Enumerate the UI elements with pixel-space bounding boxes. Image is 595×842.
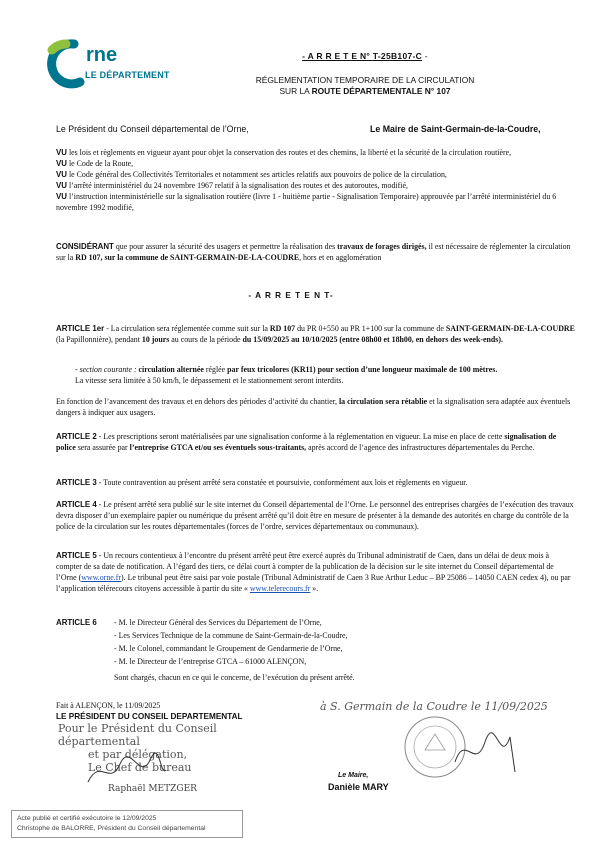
vu-item: VU le Code général des Collectivités Territoriales et notamment ses articles relatifs aux pouvoirs de police de la circulation, <box>56 170 447 179</box>
article-6-label: ARTICLE 6 <box>56 618 97 627</box>
article-6-recipients <box>114 616 414 668</box>
vu-item: VU le Code de la Route, <box>56 159 134 168</box>
article-1: ARTICLE 1er - La circulation sera réglementée comme suit sur la RD 107 du PR 0+550 au PR 1+100 sur la commune de SAINT-GERMAIN-DE-LA-COUDRE (la Papillonnière), pendant 10 jours au cours de la période du 15/09/2025 au 10/10/2025 (entre 08h00 et 18h00, en dehors des week-ends). <box>56 324 575 344</box>
delegation-stamp: Pour le Président du Conseil départemental et par délégation, Le Chef de bureau <box>58 722 217 774</box>
considerant-paragraph: CONSIDÉRANT que pour assurer la sécurité des usagers et permettre la réalisation des travaux de forages dirigés, il est nécessaire de réglementer la circulation sur la RD 107, sur la commune de SAINT-GERMAIN-DE-LA-COUDRE, hors et en agglomération <box>56 242 571 262</box>
telerecours-link[interactable]: www.telerecours.fr <box>249 584 311 593</box>
president-delegate-name: Raphaël METZGER <box>108 784 197 794</box>
maire-heading: Le Maire de Saint-Germain-de-la-Coudre, <box>370 124 541 134</box>
logo-subtitle: LE DÉPARTEMENT <box>85 70 170 80</box>
fait-a: Fait à ALENÇON, le 11/09/2025 <box>56 701 161 710</box>
publication-notice: Acte publié et certifié exécutoire le 12/09/2025 Christophe de BALORRE, Président du Conseil départemental <box>11 810 243 838</box>
recipient-item: - M. le Colonel, commandant le Groupement de Gendarmerie de l’Orne, <box>114 644 343 653</box>
article-2: ARTICLE 2 - Les prescriptions seront matérialisées par une signalisation conforme à la réglementation en vigueur. La mise en place de cette signalisation de police sera assurée par l’entreprise GTCA et/ou ses éventuels sous-traitants, après accord de l’agence des infrastructures départementales du Perche. <box>56 432 557 452</box>
vu-item: VU l’instruction interministérielle sur la signalisation routière (livre 1 - huitième partie - Signalisation Temporaire) approuvée par l’arrêté interministériel du 6 novembre 1992 modifié, <box>56 192 557 212</box>
document-title: RÉGLEMENTATION TEMPORAIRE DE LA CIRCULATION SUR LA ROUTE DÉPARTEMENTALE N° 107 <box>255 75 475 96</box>
orne-website-link[interactable]: www.orne.fr <box>81 573 122 582</box>
article-1-fonction: En fonction de l’avancement des travaux et en dehors des périodes d’activité du chantier, la circulation sera rétablie et la signalisation sera adaptée aux éventuels dangers à indiquer aux usagers. <box>56 397 571 417</box>
arrete-number: T-25B107-C <box>372 51 423 61</box>
vu-item: VU l’arrêté interministériel du 24 novembre 1967 relatif à la signalisation des routes et des autoroutes, modifié, <box>56 181 408 190</box>
article-4: ARTICLE 4 - Le présent arrêté sera publié sur le site internet du Conseil départemental de l’Orne. Le personnel des entreprises chargées de l’exécution des travaux devra disposer d’un exemplaire papier ou numérique du présent arrêté qu’il doit être en mesure de présenter à la demande des autorités en charge du contrôle de la police de la circulation sur les routes départementales (forces de l’ordre, services départementaux ou communaux). <box>56 500 574 531</box>
arrete-reference: - A R R E T E N° T-25B107-C - <box>302 51 428 61</box>
president-title: LE PRÉSIDENT DU CONSEIL DEPARTEMENTAL <box>56 712 243 721</box>
article-1-section: - section courante : circulation alternée réglée par feux tricolores (KR11) pour section d’une longueur maximale de 100 mètres. La vitesse sera limitée à 50 km/h, le dépassement et le stationnement seront interdits. <box>75 365 498 385</box>
vu-item: VU les lois et règlements en vigueur ayant pour objet la conservation des routes et des chemins, la liberté et la sécurité de la circulation routière, <box>56 148 512 157</box>
maire-role: Le Maire, <box>338 772 369 779</box>
arrete-title: - A R R E T E N T- <box>248 291 334 300</box>
maire-name: Danièle MARY <box>328 782 389 792</box>
maire-signature-icon <box>445 722 525 782</box>
logo-name: rne <box>86 44 118 66</box>
maire-signing-place: à S. Germain de la Coudre le 11/09/2025 <box>320 700 548 713</box>
recipient-item: - M. le Directeur Général des Services du Département de l’Orne, <box>114 618 322 627</box>
recipient-item: - M. le Directeur de l’entreprise GTCA – 61000 ALENÇON, <box>114 657 307 666</box>
vu-list <box>56 147 576 213</box>
article-3: ARTICLE 3 - Toute contravention au présent arrêté sera constatée et poursuivie, conformément aux lois et règlements en vigueur. <box>56 478 468 487</box>
president-heading: Le Président du Conseil départemental de l’Orne, <box>56 124 249 134</box>
signature-block <box>56 700 243 722</box>
article-6-closing: Sont chargés, chacun en ce qui le concerne, de l’exécution du présent arrêté. <box>114 673 355 682</box>
article-5: ARTICLE 5 - Un recours contentieux à l’encontre du présent arrêté peut être exercé auprès du Tribunal administratif de Caen, dans un délai de deux mois à compter de sa date de notification. A l’égard des tiers, ce délai court à compter de la publication de la décision sur le site internet du Conseil départemental de l’Orne (www.orne.fr). Le tribunal peut être saisi par voie postale (Tribunal Administratif de Caen 3 Rue Arthur Leduc – BP 25086 – 14050 CAEN cedex 4), ou par l’application télérecours citoyens accessible à partir du site « www.telerecours.fr ». <box>56 551 571 593</box>
recipient-item: - Les Services Technique de la commune de Saint-Germain-de-la-Coudre, <box>114 631 348 640</box>
